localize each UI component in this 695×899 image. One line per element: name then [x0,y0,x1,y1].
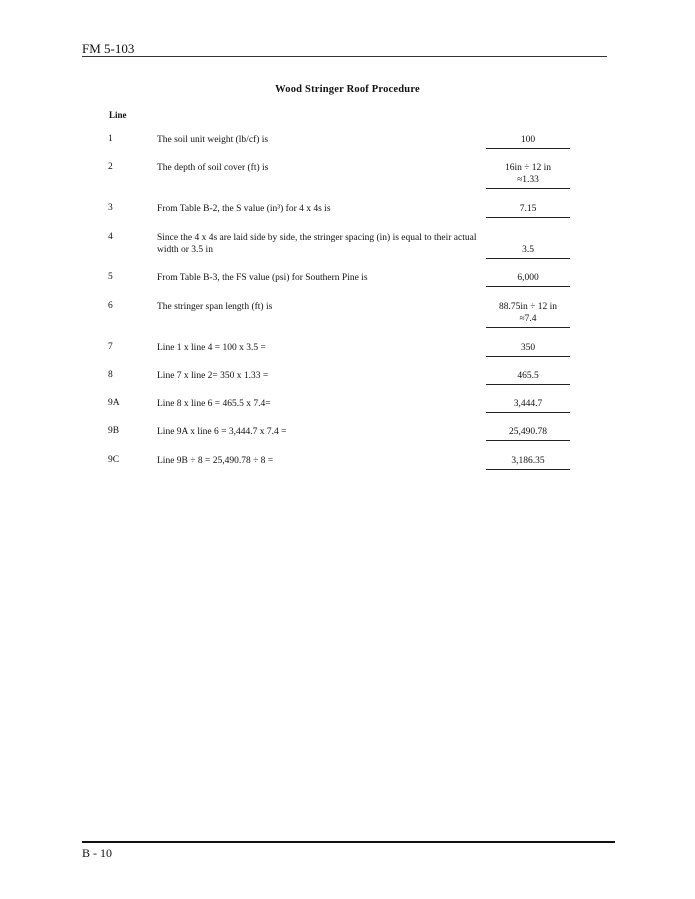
line-number: 6 [108,301,113,311]
line-answer: 3,444.7 [486,398,570,413]
line-description: Line 9B ÷ 8 = 25,490.78 ÷ 8 = [157,456,274,466]
line-description: The stringer span length (ft) is [157,302,273,312]
line-description: From Table B-3, the FS value (psi) for Southern Pine is [157,273,368,283]
line-number: 2 [108,162,113,172]
line-number: 9C [108,455,120,465]
line-description: Since the 4 x 4s are laid side by side, the stringer spacing (in) is equal to their actual width or 3.5 in [157,233,477,255]
line-description: Line 8 x line 6 = 465.5 x 7.4= [157,399,271,409]
line-description: Line 7 x line 2= 350 x 1.33 = [157,371,269,381]
line-answer: 465.5 [486,370,570,385]
page-title: Wood Stringer Roof Procedure [275,84,420,95]
line-number: 9A [108,398,120,408]
line-description: From Table B-2, the S value (in³) for 4 x 4s is [157,204,331,214]
footer-rule [82,841,615,843]
line-number: 4 [108,232,113,242]
line-answer: 350 [486,342,570,357]
line-number: 5 [108,272,113,282]
line-description: Line 1 x line 4 = 100 x 3.5 = [157,343,266,353]
line-number: 8 [108,370,113,380]
line-answer: 3,186.35 [486,455,570,470]
line-answer: 7.15 [486,203,570,218]
line-number: 1 [108,134,113,144]
line-answer: 88.75in ÷ 12 in ≈7.4 [486,301,570,328]
document-id: FM 5-103 [82,41,135,56]
line-number: 9B [108,426,120,436]
header-rule [82,56,607,57]
line-description: The depth of soil cover (ft) is [157,163,269,173]
line-answer: 6,000 [486,272,570,287]
line-number: 3 [108,203,113,213]
line-description: The soil unit weight (lb/cf) is [157,135,269,145]
line-answer: 25,490.78 [486,426,570,441]
line-column-heading: Line [109,110,127,120]
line-description: Line 9A x line 6 = 3,444.7 x 7.4 = [157,427,287,437]
line-number: 7 [108,342,113,352]
line-answer: 3.5 [486,244,570,259]
line-answer: 100 [486,134,570,149]
line-answer: 16in ÷ 12 in ≈1.33 [486,162,570,189]
page-number: B - 10 [82,846,112,860]
